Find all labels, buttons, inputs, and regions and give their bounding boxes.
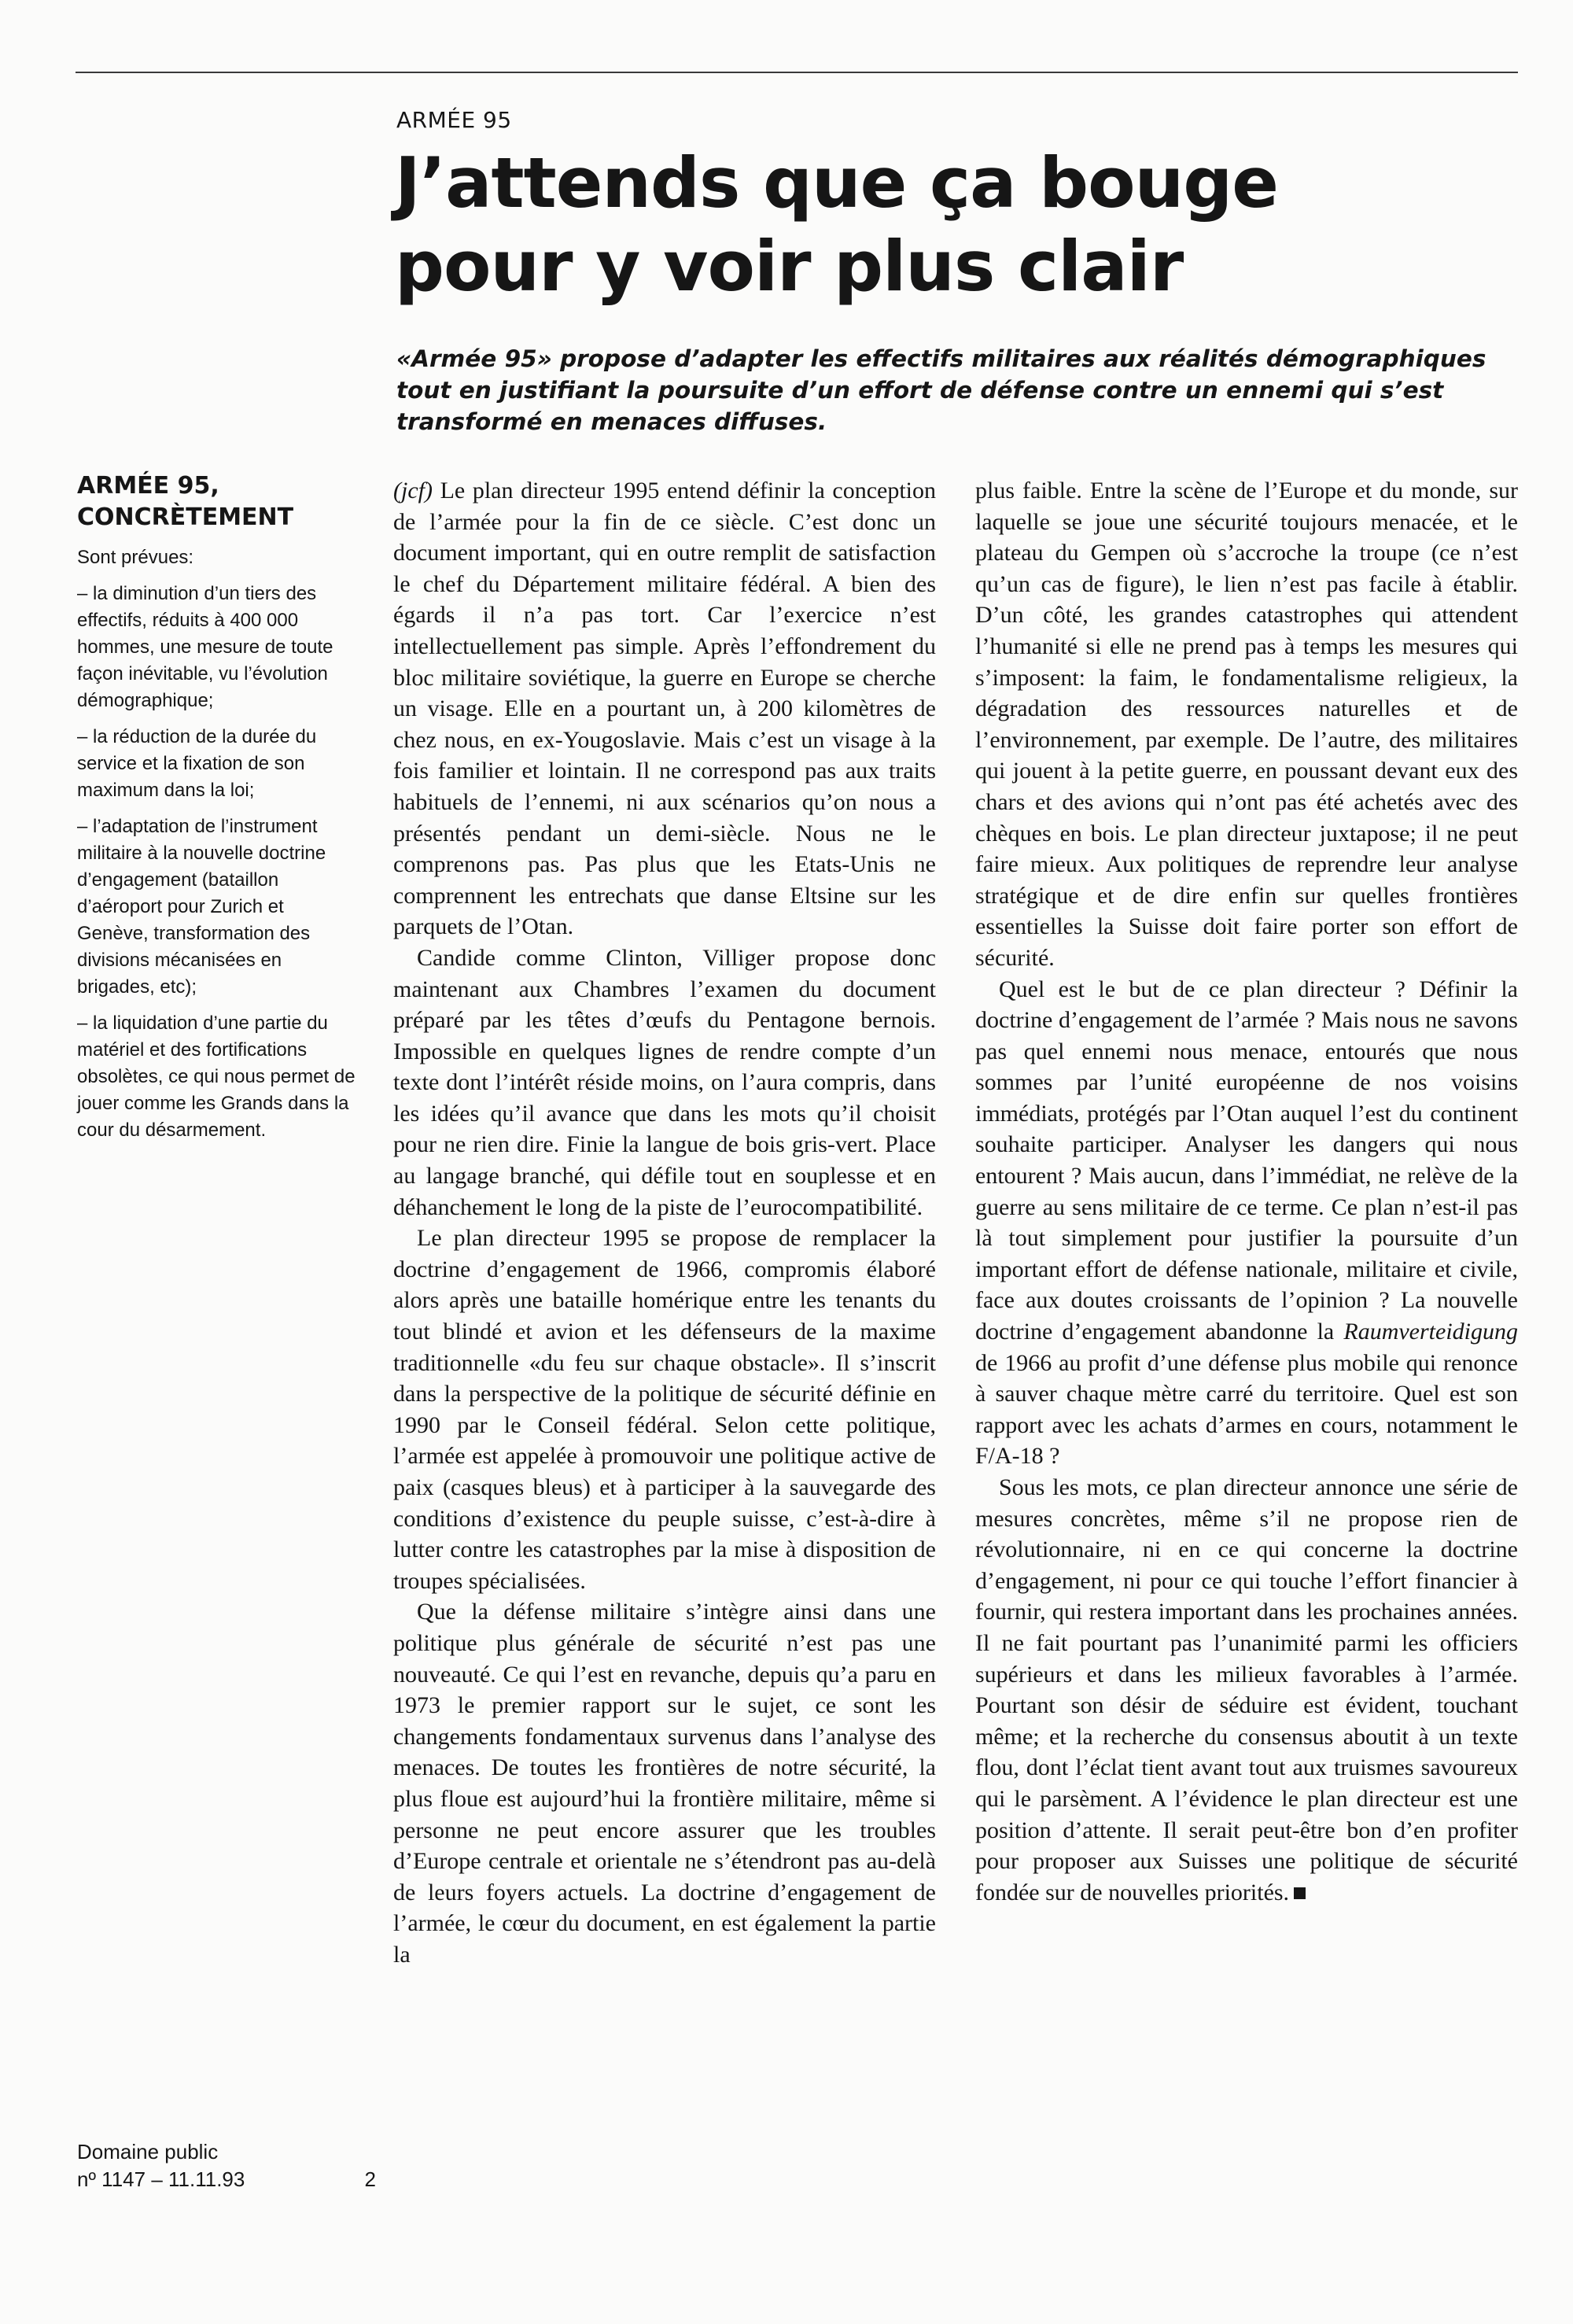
sidebar-item: – la liquidation d’une partie du matériel et des fortifications obsolètes, ce qui nous permet de jouer comme les Grands dans la cour du désarmement. (77, 1013, 355, 1141)
headline (395, 142, 1417, 308)
page-footer (77, 2138, 376, 2193)
lead-paragraph: «Armée 95» propose d’adapter les effectifs militaires aux réalités démographiques tout en justifiant la poursuite d’un effort de défense contre un ennemi qui s’est transformé en menaces diffuses. (396, 345, 1486, 435)
sidebar-item: – l’adaptation de l’instrument militaire à la nouvelle doctrine d’engagement (bataillon d’aéroport pour Zurich et Genève, transformation des divisions mécanisées en brigades, etc); (77, 816, 326, 998)
foreign-term: Raumverteidigung (1343, 1319, 1518, 1345)
sidebar-title (77, 470, 357, 533)
top-rule (76, 72, 1518, 73)
headline-line-2: pour y voir plus clair (395, 226, 1184, 307)
headline-line-1: J’attends que ça bouge (395, 142, 1278, 223)
sidebar-title-line-1: ARMÉE 95, (77, 472, 219, 500)
issue-info: nº 1147 – 11.11.93 (77, 2167, 245, 2191)
page-number: 2 (364, 2167, 376, 2191)
end-mark-icon (1294, 1887, 1306, 1899)
sidebar-item: – la diminution d’un tiers des effectifs, réduits à 400 000 hommes, une mesure de toute façon inévitable, vu l’évolution démographique; (77, 583, 333, 711)
sidebar-item: – la réduction de la durée du service et la fixation de son maximum dans la loi; (77, 726, 317, 801)
article-paragraph: Candide comme Clinton, Villiger propose donc maintenant aux Chambres l’examen du document préparé par les têtes d’œufs du Pentagone bernois. Impossible en quelques lignes de rendre compte d’un texte dont l’intérêt réside moins, on l’aura compris, dans les idées qu’il avance que dans les mots qu’il choisit pour ne rien dire. Finie la langue de bois gris-vert. Place au langage branché, qui défile tout en souplesse et en déhanchement le long de la piste de l’eurocompatibilité. (393, 944, 936, 1220)
publication-name: Domaine public (77, 2140, 219, 2164)
article-paragraph: Sous les mots, ce plan directeur annonce une série de mesures concrètes, même s’il ne propose rien de révolutionnaire, ni en ce qui concerne la doctrine d’engagement, ni pour ce qui touche l’effort financier à fournir, qui restera important dans les prochaines années. Il ne fait pourtant pas l’unanimité parmi les officiers supérieurs et dans les milieux favorables à l’armée. Pourtant son désir de séduire est évident, touchant même; et la recherche du consensus aboutit à un texte flou, dont l’éclat tient avant tout aux truismes savoureux qui le parsèment. A l’évidence le plan directeur est une position d’attente. Il serait peut-être bon d’en profiter pour proposer aux Suisses une politique de sécurité fondée sur de nouvelles priorités. (975, 1474, 1518, 1905)
article-paragraph: Quel est le but de ce plan directeur ? Définir la doctrine d’engagement de l’armée ? Mais nous ne savons pas quel ennemi nous menace, entourés que nous sommes par l’unité européenne de nos voisins immédiats, protégés par l’Otan auquel l’est du continent souhaite participer. Analyser les dangers qui nous entourent ? Mais aucun, dans l’immédiat, ne relève de la guerre au sens militaire de ce terme. Ce plan n’est-il pas là tout simplement pour justifier la poursuite d’un important effort de défense nationale, militaire et civile, face aux doutes croissants de l’opinion ? La nouvelle doctrine d’engagement abandonne la Raumverteidigung de 1966 au profit d’une défense plus mobile qui renonce à sauver chaque mètre carré du territoire. Quel est son rapport avec les achats d’armes en cours, notamment le F/A-18 ? (975, 976, 1518, 1470)
sidebar-intro: Sont prévues: (77, 547, 194, 568)
article-column-1 (393, 475, 936, 1971)
article-paragraph: Que la défense militaire s’intègre ainsi dans une politique plus générale de sécurité n’est pas une nouveauté. Ce qui l’est en revanche, depuis qu’a paru en 1973 le premier rapport sur le sujet, ce sont les changements fondamentaux survenus dans l’analyse des menaces. De toutes les frontières de notre sécurité, la plus floue est aujourd’hui la frontière militaire, même si personne ne peut encore assurer que les troubles d’Europe centrale et orientale ne s’étendront pas au-delà de leurs foyers actuels. La doctrine d’engagement de l’armée, le cœur du document, en est également la partie la (393, 1599, 936, 1968)
article-paragraph: plus faible. Entre la scène de l’Europe et du monde, sur laquelle se joue une sécurité toujours menacée, et le plateau du Gempen où s’accroche la troupe (ce n’est qu’un cas de figure), le lien n’est pas facile à établir. D’un côté, les grandes catastrophes qui attendent l’humanité si elle ne prend pas à temps les mesures qui s’imposent: la faim, le fondamentalisme religieux, la dégradation des ressources naturelles et de l’environnement, par exemple. De l’autre, des militaires qui jouent à la petite guerre, en poussant devant eux des chars et des avions qui n’ont pas été achetés avec des chèques en bois. Le plan directeur juxtapose; il ne peut faire mieux. Aux politiques de reprendre leur analyse stratégique et de dire enfin sur quelles frontières essentielles la Suisse doit faire porter son effort de sécurité. (975, 478, 1518, 971)
sidebar-title-line-2: CONCRÈTEMENT (77, 504, 294, 531)
article-paragraph: Le plan directeur 1995 se propose de remplacer la doctrine d’engagement de 1966, compromis élaboré alors après une bataille homérique entre les tenants du tout blindé et avion et les défenseurs de la maxime traditionnelle «du feu sur chaque obstacle». Il s’inscrit dans la perspective de la politique de sécurité définie en 1990 par le Conseil fédéral. Selon cette politique, l’armée est appelée à promouvoir une politique active de paix (casques bleus) et à participer à la sauvegarde des conditions d’existence du peuple suisse, c’est-à-dire à lutter contre les catastrophes par la mise à disposition de troupes spécialisées. (393, 1225, 936, 1594)
article-paragraph: (jcf) Le plan directeur 1995 entend définir la conception de l’armée pour la fin de ce siècle. C’est donc un document important, qui en outre remplit de satisfaction le chef du Département militaire fédéral. A bien des égards il n’a pas tort. Car l’exercice n’est intellectuellement pas simple. Après l’effondrement du bloc militaire soviétique, la guerre en Europe se cherche un visage. Elle en a pourtant un, à 200 kilomètres de chez nous, en ex-Yougoslavie. Mais c’est un visage à la fois familier et lointain. Il ne correspond pas aux traits habituels de l’ennemi, ni aux scénarios qu’on nous a présentés pendant un demi-siècle. Nous ne le comprenons pas. Pas plus que les Etats-Unis ne comprennent les entrechats que danse Eltsine sur les parquets de l’Otan. (393, 478, 936, 940)
section-kicker: ARMÉE 95 (396, 107, 512, 133)
article-column-2 (975, 475, 1518, 1908)
author-tag: (jcf) (393, 478, 433, 504)
sidebar-box (77, 470, 357, 1153)
